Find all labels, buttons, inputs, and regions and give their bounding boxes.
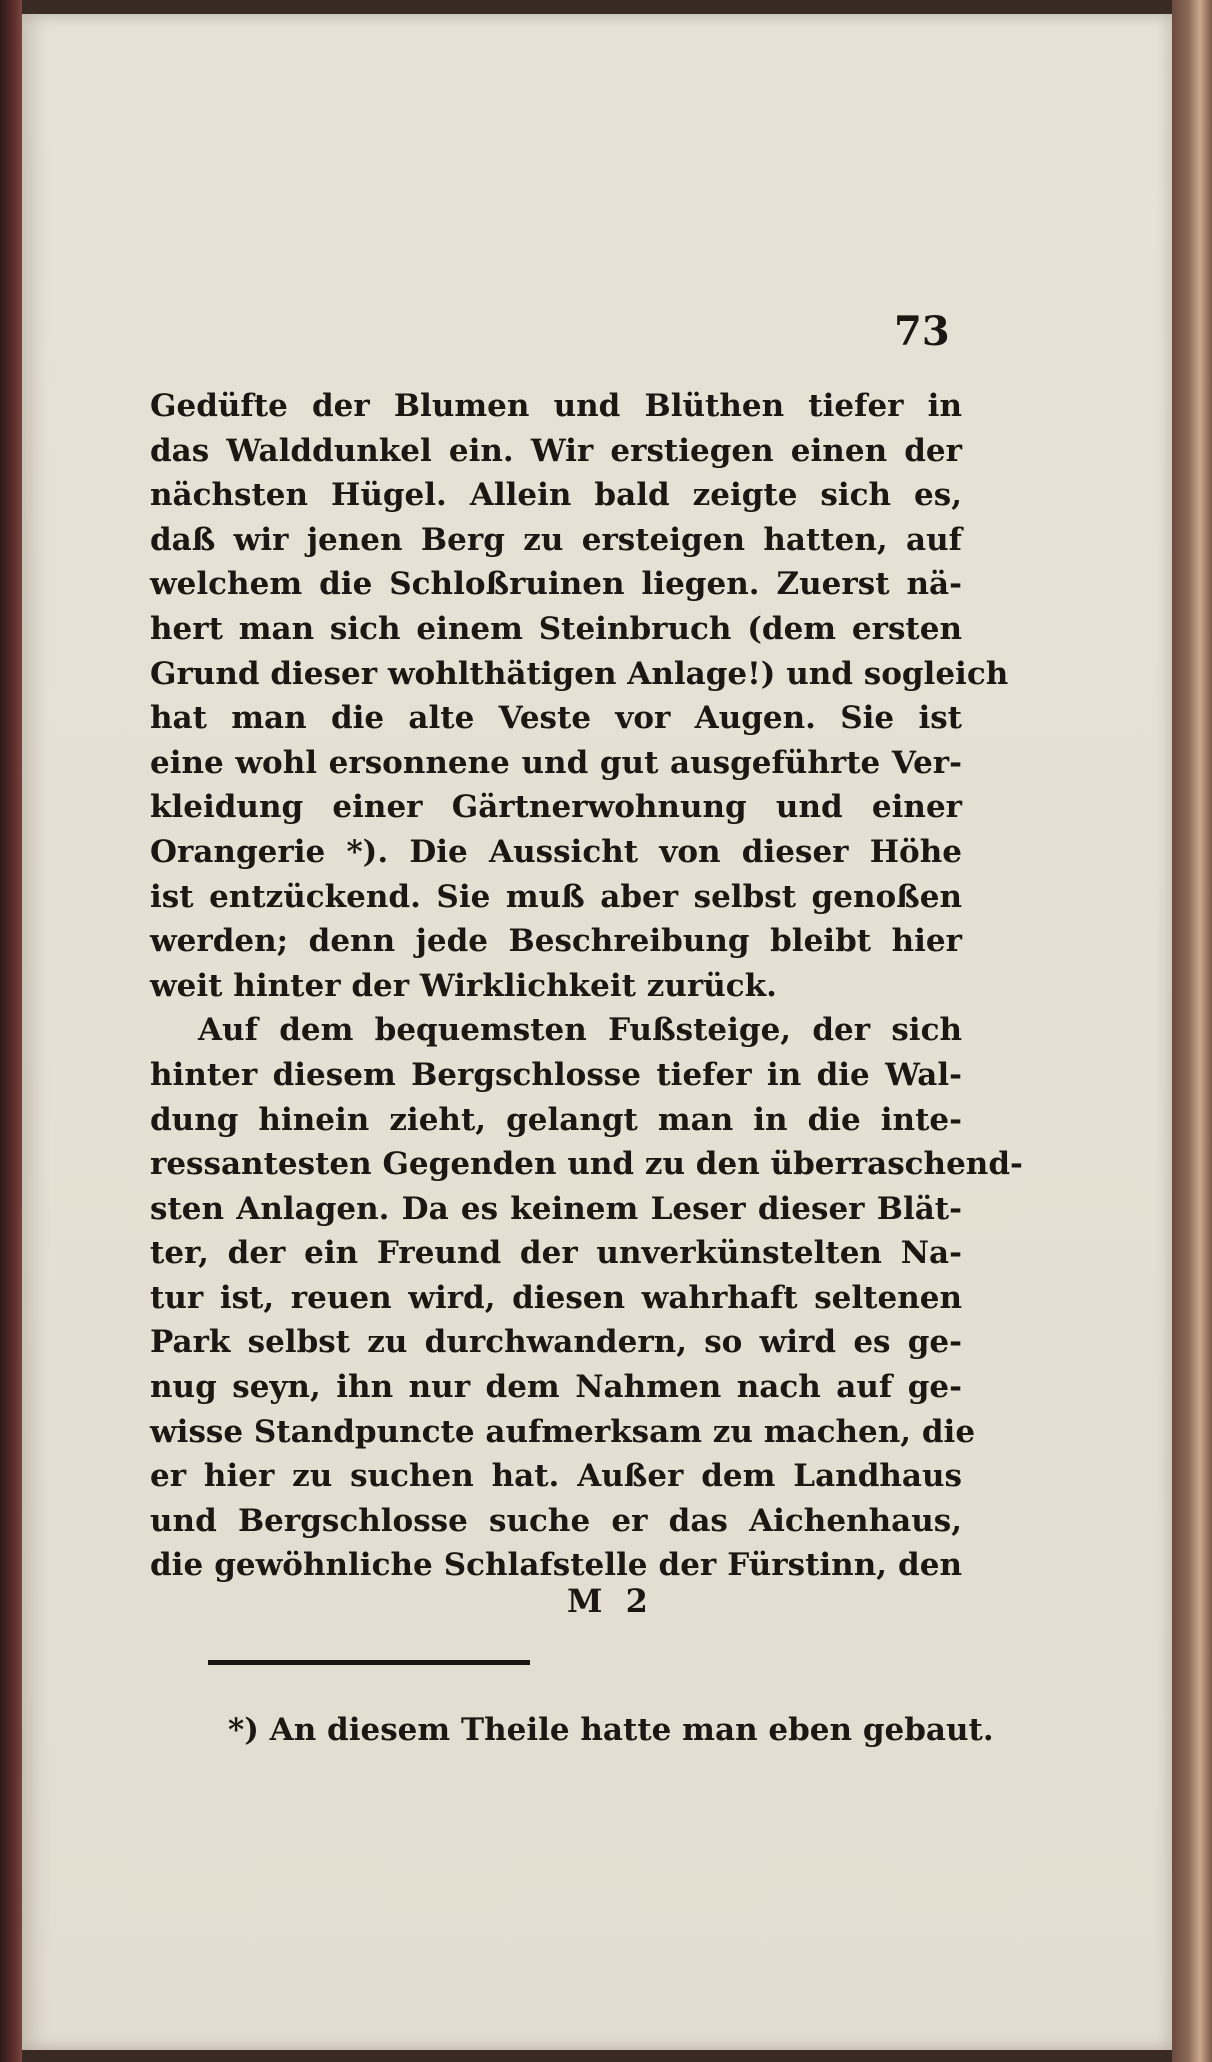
text-line: Orangerie *). Die Aussicht von dieser Höhe xyxy=(150,833,962,870)
signature-mark: M 2 xyxy=(567,1582,654,1620)
book-page xyxy=(22,14,1172,2050)
book-page-edges-right xyxy=(1172,0,1212,2062)
text-line: tur ist, reuen wird, diesen wahrhaft seltenen xyxy=(150,1279,962,1316)
text-line: ressantesten Gegenden und zu den überraschend- xyxy=(150,1146,1023,1183)
text-line: weit hinter der Wirklichkeit zurück. xyxy=(150,967,777,1004)
book-cover-left-edge xyxy=(0,0,22,2062)
text-line: die gewöhnliche Schlafstelle der Fürstinn, den xyxy=(150,1547,962,1584)
footnote-rule xyxy=(208,1660,530,1665)
text-line: Grund dieser wohlthätigen Anlage!) und sogleich xyxy=(150,655,1009,692)
text-line: nächsten Hügel. Allein bald zeigte sich es, xyxy=(150,477,962,514)
text-line: kleidung einer Gärtnerwohnung und einer xyxy=(150,789,962,826)
footnote: *) An diesem Theile hatte man eben gebaut. xyxy=(228,1712,994,1748)
paragraph-2 xyxy=(150,1008,1023,1588)
text-line: hinter diesem Bergschlosse tiefer in die Wal- xyxy=(150,1056,962,1093)
text-line: welchem die Schloßruinen liegen. Zuerst nä- xyxy=(150,566,962,603)
text-line: nug seyn, ihn nur dem Nahmen nach auf ge- xyxy=(150,1369,962,1406)
text-line: und Bergschlosse suche er das Aichenhaus, xyxy=(150,1502,962,1539)
text-line: hat man die alte Veste vor Augen. Sie ist xyxy=(150,700,962,737)
text-line: er hier zu suchen hat. Außer dem Landhaus xyxy=(150,1458,962,1495)
text-line: hert man sich einem Steinbruch (dem ersten xyxy=(150,610,962,647)
text-line: dung hinein zieht, gelangt man in die inte- xyxy=(150,1101,962,1138)
text-line: daß wir jenen Berg zu ersteigen hatten, auf xyxy=(150,521,962,558)
text-line: werden; denn jede Beschreibung bleibt hier xyxy=(150,923,962,960)
body-text xyxy=(150,384,1023,1588)
text-line: das Walddunkel ein. Wir erstiegen einen der xyxy=(150,432,962,469)
text-line: ter, der ein Freund der unverkünstelten Na- xyxy=(150,1235,962,1272)
text-line: Auf dem bequemsten Fußsteige, der sich xyxy=(198,1012,962,1049)
text-line: ist entzückend. Sie muß aber selbst genoßen xyxy=(150,878,962,915)
page-number: 73 xyxy=(894,308,950,355)
text-line: eine wohl ersonnene und gut ausgeführte Ver- xyxy=(150,744,962,781)
text-line: sten Anlagen. Da es keinem Leser dieser Blät- xyxy=(150,1190,962,1227)
text-line: Park selbst zu durchwandern, so wird es ge- xyxy=(150,1324,962,1361)
paragraph-1 xyxy=(150,384,1009,1008)
text-line: wisse Standpuncte aufmerksam zu machen, die xyxy=(150,1413,976,1450)
text-line: Gedüfte der Blumen und Blüthen tiefer in xyxy=(150,388,962,424)
